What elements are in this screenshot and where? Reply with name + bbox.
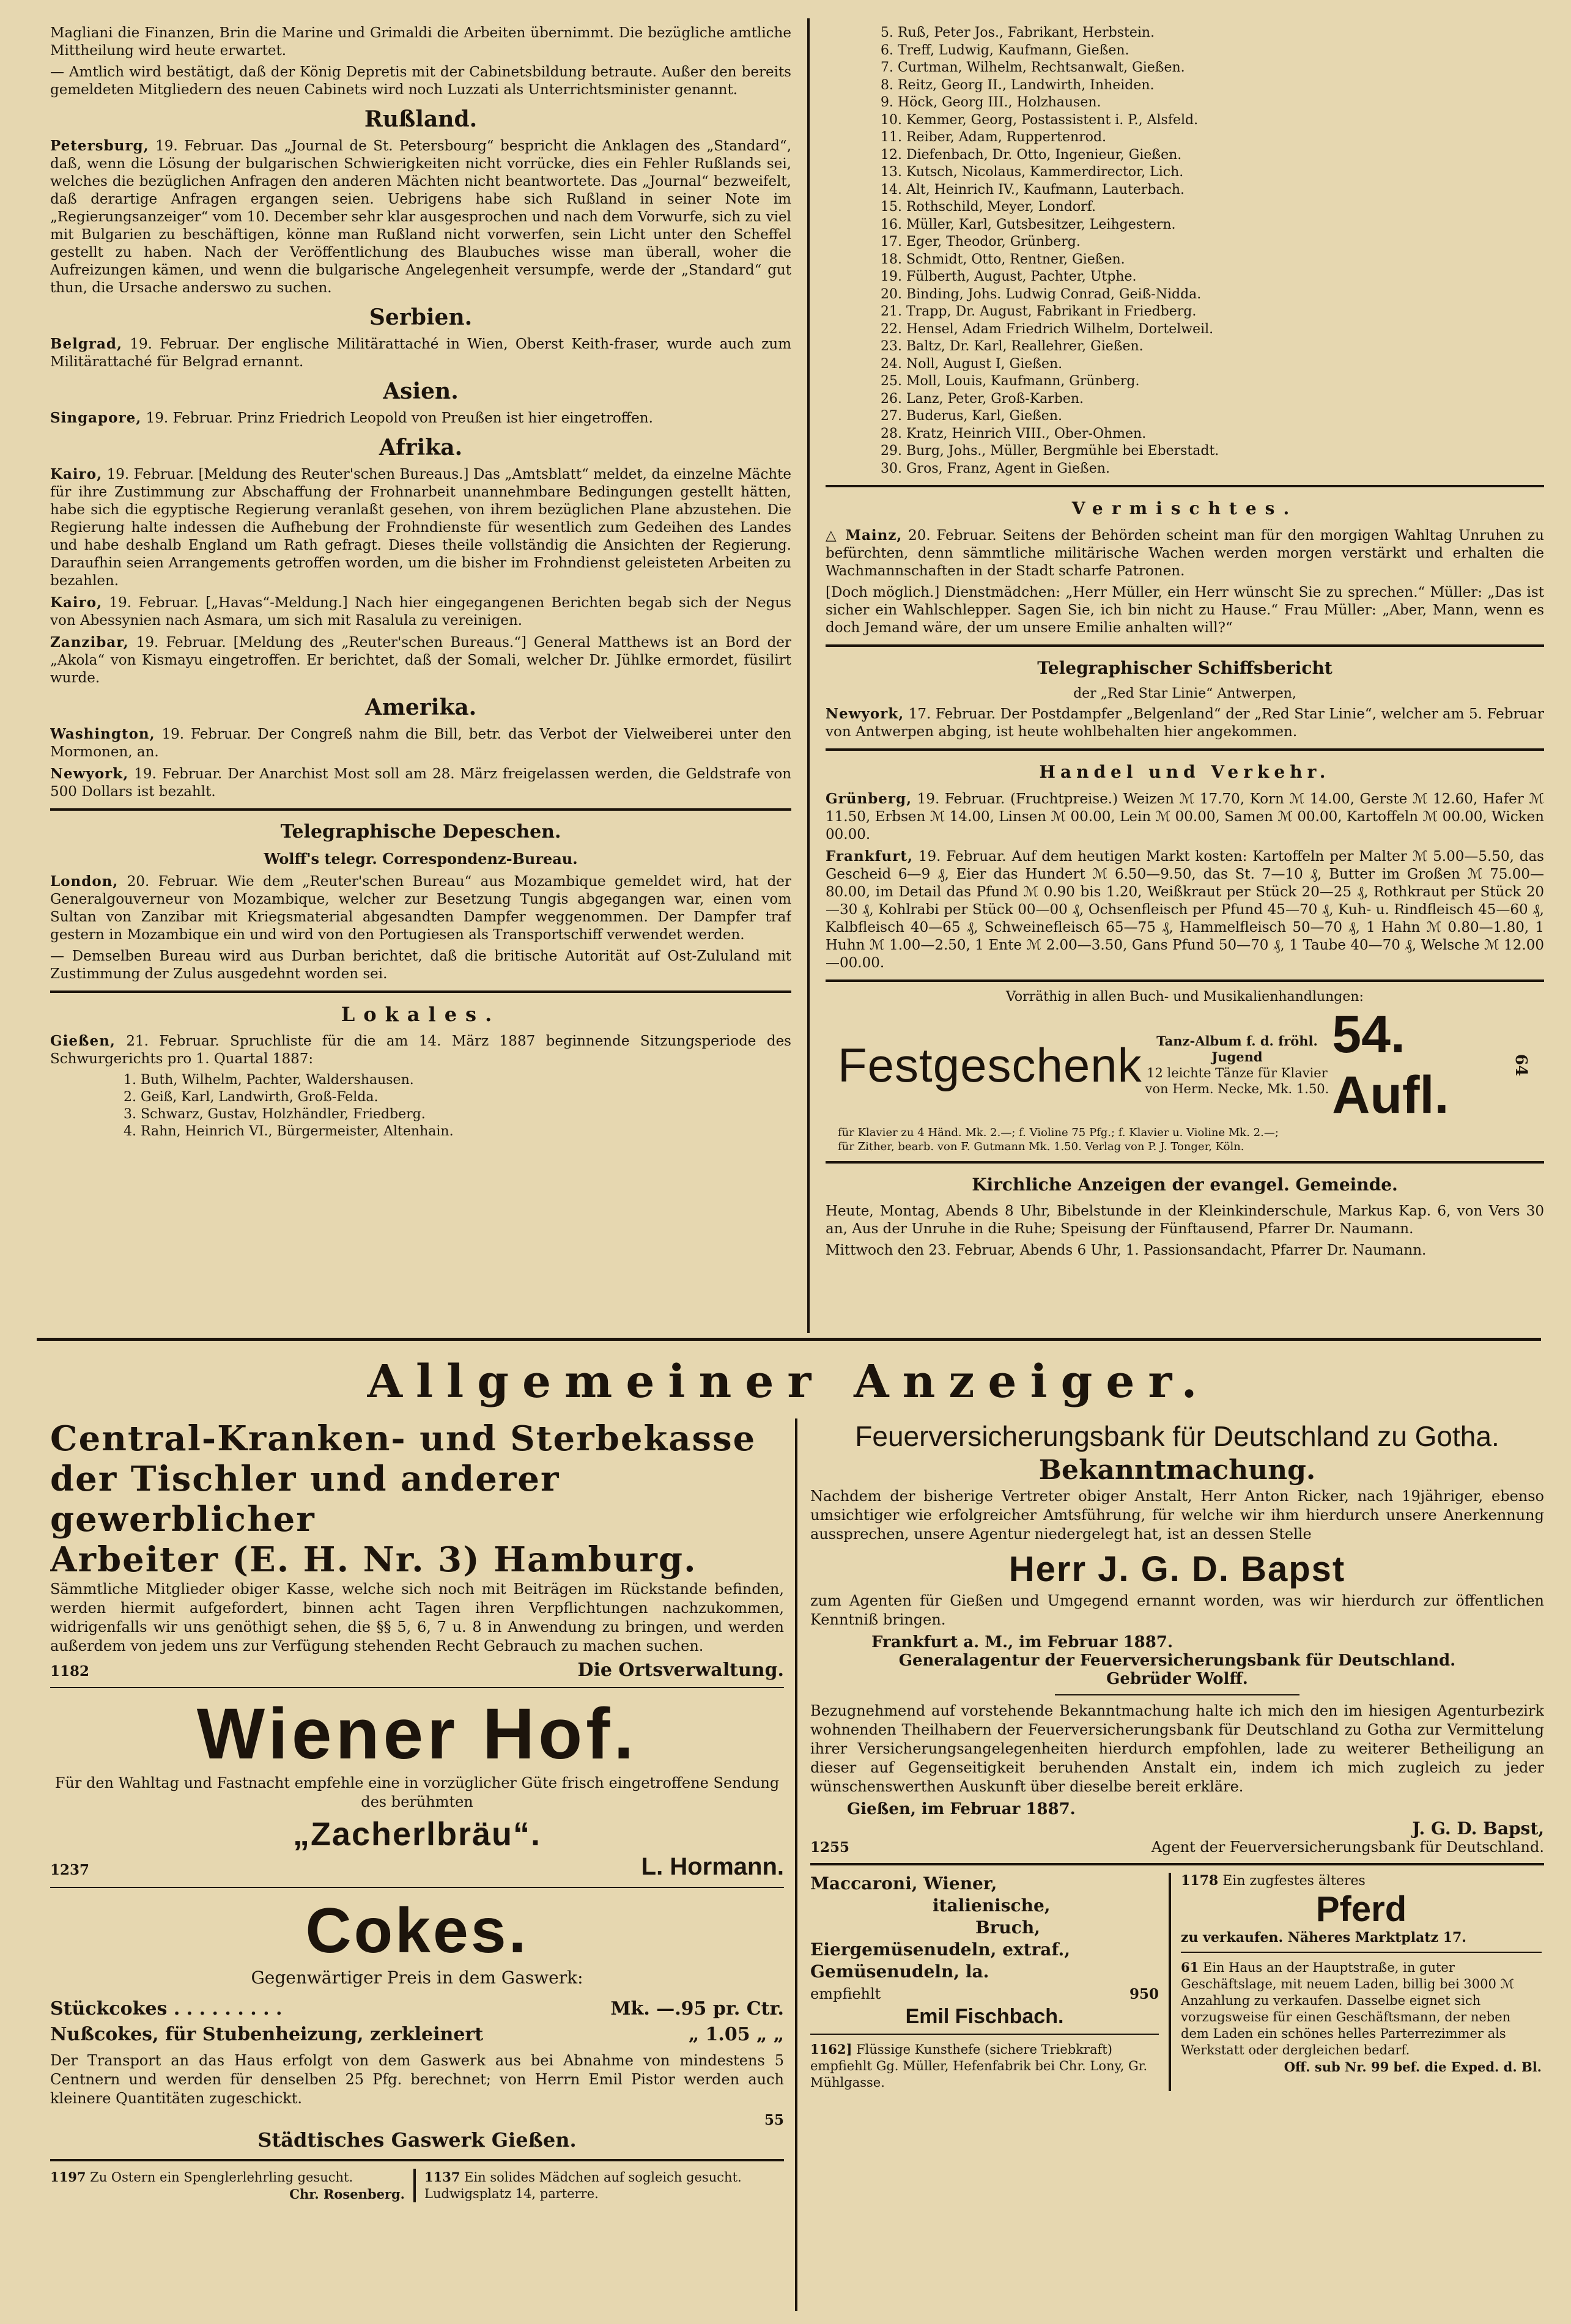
article-text: 19. Februar. Auf dem heutigen Markt kosten: Kartoffeln per Malter ℳ 5.00—5.50, das Gescheid 6—9 ₰, Eier das Hundert ℳ 6.50—9.50, das St. 7—10 ₰, Butter im Großen ℳ 75.00—80.00, im Detail das Pfund ℳ 0.90 bis 1.20, Weißkraut per Stück 20—25 ₰, Rothkraut per Stück 20—30 ₰, Kohlrabi per Stück 00—00 ₰, Ochsenfleisch per Pfund 45—70 ₰, Kuh- u. Rindfleisch 45—60 ₰, Kalbfleisch 40—65 ₰, Schweinefleisch 65—75 ₰, Hammelfleisch 50—70 ₰, 1 Hahn ℳ 0.80—1.80, 1 Huhn ℳ 1.00—2.50, 1 Ente ℳ 2.00—3.50, Gans Pfund 50—70 ₰, 1 Taube 40—70 ₰, Welsche ℳ 12.00—00.00. (826, 849, 1544, 971)
maccaroni-ad (810, 1873, 1159, 2027)
ad-signature: Generalagentur der Feuerversicherungsbank für Deutschland. (898, 1651, 1456, 1670)
kasse-ad (50, 1418, 784, 1681)
divider (50, 1887, 784, 1888)
section-heading: Handel und Verkehr. (1039, 762, 1331, 782)
paragraph: Magliani die Finanzen, Brin die Marine und Grimaldi die Arbeiten übernimmt. Die bezügliche amtliche Mittheilung wird heute erwartet. (50, 25, 791, 59)
ad-line: Maccaroni, Wiener, (810, 1873, 997, 1894)
article (50, 872, 791, 944)
article (50, 1032, 791, 1068)
list-item: 21. Trapp, Dr. August, Fabrikant in Friedberg. (881, 304, 1197, 319)
list-item: 16. Müller, Karl, Gutsbesitzer, Leihgestern. (881, 216, 1176, 232)
section-heading: Lokales. (341, 1003, 501, 1026)
divider (1055, 1694, 1299, 1695)
hefe-ad (810, 2041, 1159, 2091)
ad-signature: J. G. D. Bapst, (1412, 1818, 1544, 1839)
list-item: 27. Buderus, Karl, Gießen. (881, 408, 1062, 424)
ad-title: Cokes. (305, 1895, 529, 1966)
section-heading: Vermischtes. (1071, 498, 1298, 518)
ad-signature: Die Ortsverwaltung. (577, 1659, 784, 1681)
ad-text: zum Agenten für Gießen und Umgegend ernannt worden, was wir hierdurch zur öffentlichen Kenntniß bringen. (810, 1592, 1544, 1628)
ad-text: Ein Haus an der Hauptstraße, in guter Geschäftslage, mit neuem Laden, billig bei 3000 ℳ Anzahlung zu verkaufen. Dasselbe eignet sich vorzugsweise für einen Geschäftsmann, der neben dem Laden ein schönes helles Parterrezimmer als Werkstatt oder dergleichen bedarf. (1181, 1960, 1514, 2057)
article-text: 21. Februar. Spruchliste für die am 14. März 1887 beginnende Sitzungsperiode des Schwurgerichts pro 1. Quartal 1887: (50, 1033, 791, 1067)
article (50, 765, 791, 801)
price-row (50, 1996, 784, 2022)
ad-number: 55 (764, 2112, 784, 2128)
dateline: Newyork, (50, 765, 129, 782)
feuerversicherung-ad (810, 1418, 1544, 1856)
list-item: 15. Rothschild, Meyer, Londorf. (881, 199, 1096, 215)
ad-text: Ein solides Mädchen auf sogleich gesucht. Ludwigsplatz 14, parterre. (424, 2170, 742, 2201)
article-text: 19. Februar. (Fruchtpreise.) Weizen ℳ 17.70, Korn ℳ 14.00, Gerste ℳ 12.60, Hafer ℳ 11.50, Erbsen ℳ 14.00, Linsen ℳ 00.00, Lein ℳ 00.00, Samen ℳ 00.00, Kartoffeln ℳ 00.00, Wicken 00.00. (826, 791, 1544, 843)
list-item: 22. Hensel, Adam Friedrich Wilhelm, Dortelweil. (881, 321, 1214, 337)
article (826, 790, 1544, 844)
section-heading: Amerika. (364, 695, 477, 720)
ad-signature: Gebrüder Wolff. (1106, 1670, 1248, 1688)
article (826, 847, 1544, 972)
list-item: 12. Diefenbach, Dr. Otto, Ingenieur, Gießen. (881, 147, 1182, 163)
jury-list (50, 1072, 791, 1140)
list-item: 2. Geiß, Karl, Landwirth, Groß-Felda. (124, 1090, 379, 1105)
ad-line: Eiergemüsenudeln, extraf., (810, 1939, 1070, 1960)
list-item: 8. Reitz, Georg II., Landwirth, Inheiden. (881, 77, 1155, 93)
price-label: Stückcokes . . . . . . . . . (50, 1998, 283, 2020)
price-value: „ 1.05 „ „ (688, 2024, 784, 2045)
ad-line: italienische, (933, 1895, 1051, 1916)
ad-text: Flüssige Kunsthefe (sichere Triebkraft) empfiehlt Gg. Müller, Hefenfabrik bei Chr. Lony, Gr. Mühlgasse. (810, 2042, 1148, 2090)
ad-subtitle: Gegenwärtiger Preis in dem Gaswerk: (251, 1968, 583, 1988)
paragraph: Heute, Montag, Abends 8 Uhr, Bibelstunde in der Kleinkinderschule, Markus Kap. 6, von Vers 30 an, Aus der Unruhe in die Ruhe; Speisung der Fünftausend, Pfarrer Dr. Naumann. (826, 1203, 1544, 1237)
list-item: 29. Burg, Johs., Müller, Bergmühle bei Eberstadt. (881, 443, 1219, 459)
list-item: 4. Rahn, Heinrich VI., Bürgermeister, Altenhain. (124, 1124, 454, 1139)
ad-title: Feuerversicherungsbank für Deutschland zu Gotha. (855, 1420, 1499, 1452)
divider (826, 748, 1544, 751)
article (50, 465, 791, 590)
ad-line: empfiehlt (810, 1985, 881, 2002)
dateline: Newyork, (826, 706, 904, 722)
dateline: Belgrad, (50, 336, 123, 352)
ad-number: 1178 (1181, 1873, 1219, 1889)
section-heading: Afrika. (379, 435, 463, 460)
article-text: 19. Februar. [Meldung des Reuter'schen Bureaus.] Das „Amtsblatt“ meldet, da einzelne Mächte für ihre Zustimmung zur Abschaffung der Frohnarbeit unannehmbare Bedingungen gestellt hätten, habe sich die egyptische Regierung veranlaßt gesehen, von ihrem bezüglichen Plane abzustehen. Die Regierung halte indessen die Aufhebung der Frohndienste für wesentlich zum Gedeihen des Landes und habe deshalb England um Rath gefragt. Dieses theile vollständig die Ansichten der Regierung. Daraufhin seien Arrangements getroffen worden, um die bisher im Frohndienst geleisteten Arbeiten zu bezahlen. (50, 467, 791, 589)
divider (50, 2159, 784, 2161)
article (50, 335, 791, 371)
list-item: 17. Eger, Theodor, Grünberg. (881, 234, 1081, 249)
ad-edition: 54. Aufl. (1332, 1005, 1449, 1124)
ad-text: Der Transport an das Haus erfolgt von dem Gaswerk aus bei Abnahme von mindestens 5 Centnern und werden für denselben 25 Pfg. berechnet; von Herrn Emil Pistor werden auch kleinere Quantitäten zugeschickt. (50, 2052, 784, 2107)
article-text: 19. Februar. Prinz Friedrich Leopold von Preußen ist hier eingetroffen. (146, 410, 653, 426)
ad-line: Bruch, (975, 1917, 1040, 1938)
ad-footer (50, 1853, 784, 1881)
divider (826, 644, 1544, 647)
list-item: 24. Noll, August I, Gießen. (881, 356, 1063, 372)
ad-text: zu verkaufen. Näheres Marktplatz 17. (1181, 1930, 1466, 1946)
ad-number: 950 (1129, 1986, 1159, 2002)
dateline: Kairo, (50, 594, 103, 611)
dateline: Washington, (50, 726, 155, 742)
bottom-left-column (50, 1418, 784, 2317)
dateline: Zanzibar, (50, 634, 129, 651)
ad-number: 1162] (810, 2042, 852, 2057)
article-text: 19. Februar. Der Anarchist Most soll am 28. März freigelassen werden, die Geldstrafe von 500 Dollars ist bezahlt. (50, 766, 791, 800)
article (50, 594, 791, 630)
ad-title: Festgeschenk (838, 1038, 1142, 1092)
dateline: Petersburg, (50, 138, 149, 154)
cokes-ad (50, 1894, 784, 2152)
ad-number: 1237 (50, 1862, 90, 1878)
ad-line: 12 leichte Tänze für Klavier (1147, 1066, 1328, 1080)
ad-title: Wiener Hof. (196, 1694, 638, 1774)
divider (826, 1161, 1544, 1164)
dateline: London, (50, 873, 119, 890)
ad-text: Ein zugfestes älteres (1222, 1873, 1366, 1889)
article-text: 17. Februar. Der Postdampfer „Belgenland“ der „Red Star Linie“, welcher am 5. Februar von Antwerpen abging, ist heute wohlbehalten hier angekommen. (826, 706, 1544, 740)
ad-line (1181, 1873, 1542, 1889)
ad-text: Für den Wahltag und Fastnacht empfehle eine in vorzüglicher Güte frisch eingetroffene Sendung des berühmten (54, 1774, 780, 1810)
price-label: Nußcokes, für Stubenheizung, zerkleinert (50, 2024, 484, 2045)
divider (810, 1863, 1544, 1865)
dateline: Kairo, (50, 466, 103, 482)
divider (810, 2034, 1159, 2035)
divider (1169, 1873, 1171, 2091)
ad-body (838, 1005, 1532, 1126)
article (50, 725, 791, 761)
list-item: 26. Lanz, Peter, Groß-Karben. (881, 391, 1084, 407)
list-item: 3. Schwarz, Gustav, Holzhändler, Friedberg. (124, 1107, 426, 1122)
ad-text: Bezugnehmend auf vorstehende Bekanntmachung halte ich mich den im hiesigen Agenturbezirk wohnenden Theilhabern der Feuerversicherungsbank für Deutschland zu Gotha zur Vermittelung ihrer Versicherungsangelegenheiten hierdurch empfohlen, lade zu weiterer Betheiligung an dieser auf Gegenseitigkeit beruhenden Anstalt ein, indem ich mich zugleich zu jeder wünschenswerthen Auskunft über dieselbe bereit erkläre. (810, 1702, 1544, 1795)
ad-number: 1182 (50, 1663, 90, 1680)
anzeiger-title: Allgemeiner Anzeiger. (367, 1356, 1211, 1408)
list-item: 18. Schmidt, Otto, Rentner, Gießen. (881, 251, 1125, 267)
article-text: 19. Februar. Der Congreß nahm die Bill, betr. das Verbot der Vielweiberei unter den Mormonen, an. (50, 726, 791, 760)
list-item: 9. Höck, Georg III., Holzhausen. (881, 95, 1101, 110)
divider (826, 979, 1544, 982)
paragraph: Mittwoch den 23. Februar, Abends 6 Uhr, 1. Passionsandacht, Pfarrer Dr. Naumann. (826, 1242, 1427, 1258)
ad-text: Zu Ostern ein Spenglerlehrling gesucht. (90, 2170, 353, 2185)
ad-title: Central-Kranken- und Sterbekasse (50, 1418, 756, 1459)
ad-title: Pferd (1315, 1889, 1407, 1929)
ad-place-date: Frankfurt a. M., im Februar 1887. (871, 1633, 1174, 1651)
ad-text: Sämmtliche Mitglieder obiger Kasse, welche sich noch mit Beiträgen im Rückstande befinden, werden hiermit aufgefordert, binnen acht Tagen ihren Verpflichtungen nachzukommen, widrigenfalls wir uns genöthigt sehen, die §§ 5, 6, 7 u. 8 in Anwendung zu bringen, und werden außerdem von jedem uns zur Verfügung stehenden Recht Gebrauch zu machen suchen. (50, 1581, 784, 1654)
ad-title: Arbeiter (E. H. Nr. 3) Hamburg. (50, 1540, 697, 1580)
list-item: 30. Gros, Franz, Agent in Gießen. (881, 460, 1110, 476)
bottom-right-column (810, 1418, 1544, 2317)
divider (50, 990, 791, 993)
ad-footer (810, 1839, 1544, 1856)
article (50, 137, 791, 297)
small-ads-row (50, 2169, 784, 2202)
list-item: 23. Baltz, Dr. Karl, Reallehrer, Gießen. (881, 339, 1144, 354)
article (50, 409, 791, 427)
ad-text: Nachdem der bisherige Vertreter obiger Anstalt, Herr Anton Ricker, nach 19jähriger, ebenso umsichtiger wie erfolgreicher Amtsführung, für welche wir ihm hierdurch unsere Anerkennung aussprechen, unsere Agentur niedergelegt hat, ist an dessen Stelle (810, 1488, 1544, 1543)
paragraph: — Amtlich wird bestätigt, daß der König Depretis mit der Cabinetsbildung betraute. Außer den bereits gemeldeten Mitgliedern des neuen Cabinets wird noch Luzzati als Unterrichtsminister genannt. (50, 64, 791, 98)
article (826, 526, 1544, 580)
divider (413, 2169, 416, 2202)
list-item: 28. Kratz, Heinrich VIII., Ober-Ohmen. (881, 426, 1147, 441)
ad-footer (810, 1983, 1159, 2005)
jury-list-continued (826, 24, 1544, 478)
price-row (50, 2022, 784, 2048)
divider (826, 485, 1544, 487)
list-item: 19. Fülberth, August, Pachter, Utphe. (881, 269, 1137, 284)
ad-number: 64 (1511, 1053, 1530, 1077)
ad-footer (50, 1659, 784, 1681)
list-item: 11. Reiber, Adam, Ruppertenrod. (881, 130, 1107, 145)
list-item: 5. Ruß, Peter Jos., Fabrikant, Herbstein. (881, 25, 1155, 40)
wiener-hof-ad (50, 1694, 784, 1881)
list-item: 7. Curtman, Wilhelm, Rechtsanwalt, Gießen. (881, 60, 1185, 75)
ad-signature: Chr. Rosenberg. (289, 2186, 405, 2202)
section-heading: Telegraphischer Schiffsbericht (1037, 658, 1333, 678)
ad-place-date: Gießen, im Februar 1887. (847, 1800, 1076, 1818)
ad-number: 1255 (810, 1839, 850, 1856)
article-text: 19. Februar. [Meldung des „Reuter'schen Bureaus.“] General Matthews ist an Bord der „Akola“ von Kismayu eingetroffen. Er berichtet, daß der Somali, welcher Dr. Jühlke ermordet, füsilirt wurde. (50, 635, 791, 686)
divider (50, 1687, 784, 1688)
list-item: 25. Moll, Louis, Kaufmann, Grünberg. (881, 374, 1140, 389)
section-heading: Rußland. (364, 106, 478, 132)
ad-line: Tanz-Album f. d. fröhl. Jugend (1156, 1033, 1318, 1064)
ad-intro: Vorräthig in allen Buch- und Musikalienhandlungen: (1006, 989, 1364, 1005)
list-item: 14. Alt, Heinrich IV., Kaufmann, Lauterbach. (881, 182, 1185, 197)
small-ads-right (1181, 1873, 1542, 2091)
ad-number: 1197 (50, 2169, 86, 2185)
ad-line: Gemüsenudeln, la. (810, 1961, 989, 1982)
ad-number: 61 (1181, 1960, 1199, 1975)
subheading: Wolff's telegr. Correspondenz-Bureau. (264, 850, 578, 868)
article (826, 705, 1544, 741)
dateline: Singapore, (50, 410, 142, 426)
festgeschenk-ad (826, 989, 1544, 1154)
ad-signature: Emil Fischbach. (905, 2005, 1064, 2028)
ad-subtitle: Bekanntmachung. (1038, 1455, 1316, 1486)
ad-line: von Herm. Necke, Mk. 1.50. (1145, 1082, 1329, 1096)
haus-ad (1181, 1959, 1542, 2075)
section-heading: Asien. (383, 378, 459, 404)
subheading: der „Red Star Linie“ Antwerpen, (1073, 686, 1296, 701)
ad-signature: Agent der Feuerversicherungsbank für Deutschland. (1151, 1839, 1544, 1856)
top-left-column (50, 24, 791, 1327)
paragraph: [Doch möglich.] Dienstmädchen: „Herr Müller, ein Herr wünscht Sie zu sprechen.“ Müller: „Das ist sicher ein Wahlschlepper. Sagen Sie, ich bin nicht zu Hause.“ Frau Müller: „Aber, Mann, wenn es doch Jemand wäre, der um unsere Emilie anhalten will?“ (826, 585, 1544, 636)
list-item: 13. Kutsch, Nicolaus, Kammerdirector, Lich. (881, 164, 1184, 180)
small-ad (50, 2169, 405, 2202)
article-text: 20. Februar. Wie dem „Reuter'schen Bureau“ aus Mozambique gemeldet wird, hat der Generalgouverneur von Mozambique, welcher zur Besetzung Tungis abgegangen war, einen vom Sultan von Zanzibar mit Kriegsmaterial abgesandten Dampfer weggenommen. Der Dampfer traf gestern in Mozambique ein und wird von den Portugiesen als Transportschiff verwendet werden. (50, 874, 791, 943)
small-ads-grid (810, 1873, 1544, 2091)
list-item: 6. Treff, Ludwig, Kaufmann, Gießen. (881, 42, 1129, 58)
ad-signature: Off. sub Nr. 99 bef. die Exped. d. Bl. (1284, 2059, 1542, 2075)
article-text: 19. Februar. [„Havas“-Meldung.] Nach hier eingegangenen Berichten begab sich der Negus von Abessynien nach Asmara, um sich mit Rasalula zu vereinigen. (50, 595, 791, 629)
top-right-column (826, 24, 1544, 1327)
ad-title: der Tischler und anderer gewerblicher (50, 1459, 560, 1540)
ad-number: 1137 (424, 2169, 460, 2185)
ad-product: „Zacherlbräu“. (292, 1816, 542, 1853)
divider (1181, 1952, 1542, 1953)
list-item: 10. Kemmer, Georg, Postassistent i. P., Alsfeld. (881, 112, 1199, 128)
small-ad (424, 2169, 779, 2202)
article-text: 19. Februar. Der englische Militärattaché in Wien, Oberst Keith-fraser, wurde auch zum Militärattaché für Belgrad ernannt. (50, 336, 791, 370)
ad-name: Herr J. G. D. Bapst (1008, 1549, 1346, 1589)
ad-signature: Städtisches Gaswerk Gießen. (257, 2128, 577, 2152)
ad-small-print: für Zither, bearb. von F. Gutmann Mk. 1.50. Verlag von P. J. Tonger, Köln. (838, 1140, 1244, 1153)
divider (50, 808, 791, 811)
pferd-ad (1181, 1873, 1542, 1946)
small-ads-left (810, 1873, 1159, 2091)
dateline: Grünberg, (826, 791, 912, 807)
article-text: 19. Februar. Das „Journal de St. Petersbourg“ bespricht die Anklagen des „Standard“, daß, wenn die Lösung der bulgarischen Schwierigkeiten nicht vorrücke, dies ein Fehler Rußlands sei, welches die bezüglichen Anfragen den anderen Mächten nicht beantwortete. Das „Journal“ bezweifelt, daß derartige Anfragen ergangen seien. Uebrigens habe sich Rußland in seiner Note im „Regierungsanzeiger“ vom 10. December sehr klar ausgesprochen und nach dem Vorwurfe, sich zu viel mit Bulgarien zu beschäftigen, könne man Rußland nicht vorwerfen, sein Licht unter den Scheffel gestellt zu haben. Nach der Veröffentlichung des Blaubuches wisse man überall, woher die Aufreizungen kämen, und wenn die bulgarische Angelegenheit versumpfe, werde der „Standard“ gut thun, die Ursache anderswo zu suchen. (50, 138, 791, 296)
section-divider (37, 1338, 1541, 1341)
dateline: Frankfurt, (826, 848, 913, 865)
article (50, 633, 791, 687)
ad-signature: L. Hormann. (641, 1853, 784, 1880)
dateline: △ Mainz, (826, 527, 903, 544)
ad-small-print: für Klavier zu 4 Händ. Mk. 2.—; f. Violine 75 Pfg.; f. Klavier u. Violine Mk. 2.—; (838, 1126, 1279, 1139)
dateline: Gießen, (50, 1033, 116, 1049)
column-divider (795, 1418, 797, 2311)
column-divider (807, 18, 810, 1333)
paragraph: — Demselben Bureau wird aus Durban berichtet, daß die britische Autorität auf Ost-Zululand mit Zustimmung der Zulus ausgedehnt worden sei. (50, 948, 791, 982)
article-text: 20. Februar. Seitens der Behörden scheint man für den morgigen Wahltag Unruhen zu befürchten, denn sämmtliche militärische Wachen werden morgen verstärkt und erhalten die Wachmannschaften in der Stadt scharfe Patronen. (826, 528, 1544, 579)
list-item: 1. Buth, Wilhelm, Pachter, Waldershausen. (124, 1072, 414, 1088)
list-item: 20. Binding, Johs. Ludwig Conrad, Geiß-Nidda. (881, 286, 1202, 302)
section-heading: Telegraphische Depeschen. (280, 821, 561, 843)
section-heading: Serbien. (369, 304, 473, 330)
section-heading: Kirchliche Anzeigen der evangel. Gemeinde. (972, 1175, 1398, 1195)
price-value: Mk. —.95 pr. Ctr. (610, 1998, 784, 2020)
ad-details (1142, 1033, 1333, 1097)
